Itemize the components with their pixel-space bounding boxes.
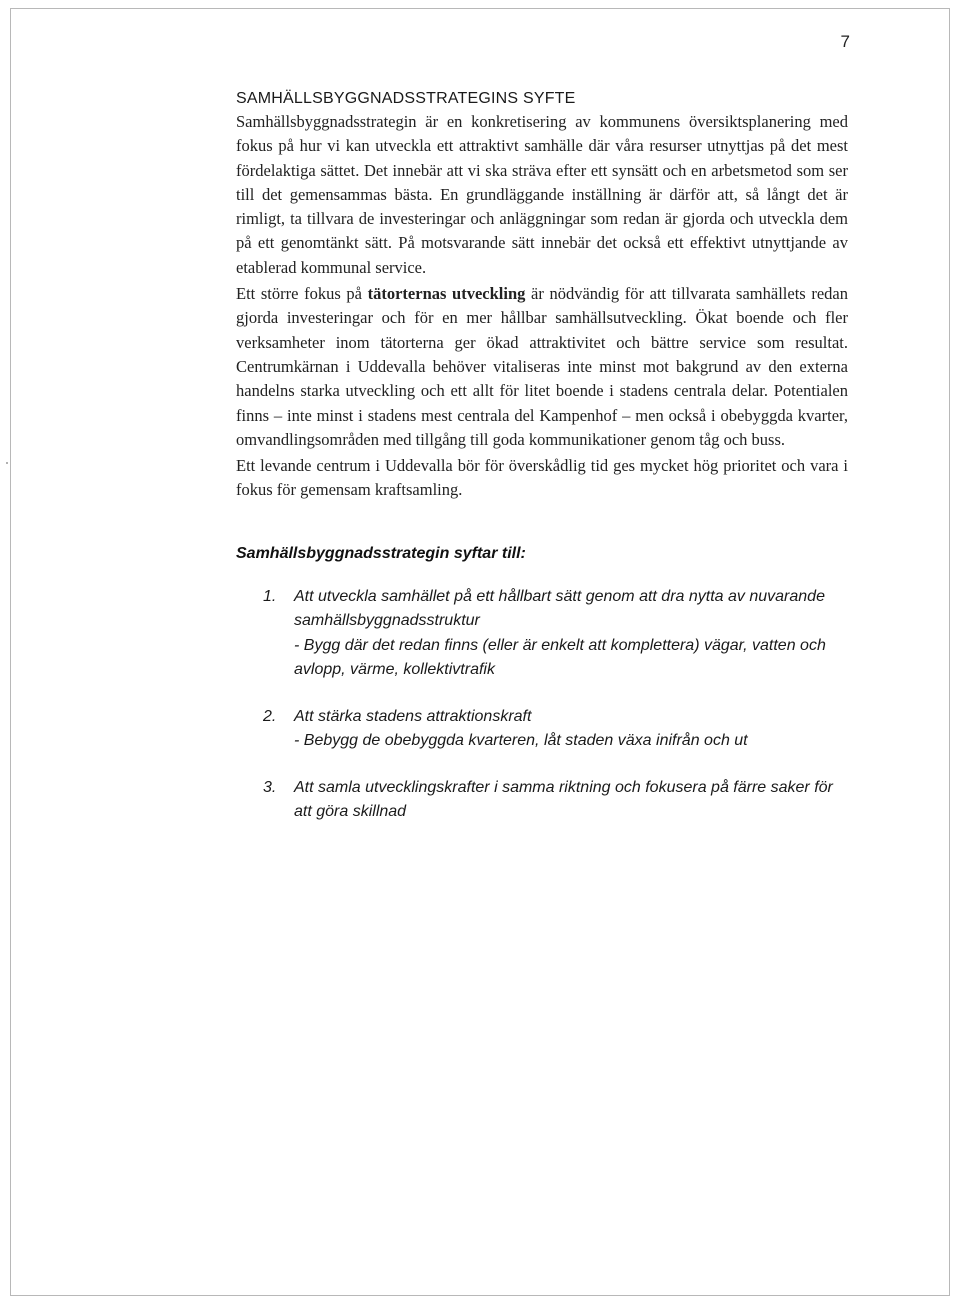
paragraph-tatorter: [236, 282, 848, 452]
emphasis-tatorternas-utveckling: tätorternas utveckling: [367, 284, 526, 304]
page-number: 7: [840, 32, 850, 51]
goal-text: Att utveckla samhället på ett hållbart sätt genom att dra nytta av nuvarande samhällsbyggnadsstruktur: [294, 587, 825, 630]
paragraph-intro: Samhällsbyggnadsstrategin är en konkretisering av kommunens översiktsplanering med fokus på hur vi kan utveckla ett attraktivt samhälle där våra resurser utnyttjas på det mest fördelaktiga sättet. Det innebär att vi ska sträva efter ett synsätt och en arbetsmetod som ser till det gemensammas bästa. En grundläggande inställning är därför att, så långt det är rimligt, ta tillvara de investeringar och anläggningar som redan är gjorda och utveckla dem på ett genomtänkt sätt. På motsvarande sätt innebär det också ett effektivt utnyttjande av etablerad kommunal service.: [236, 112, 848, 277]
paragraph-tatorter-rest: är nödvändig för att tillvarata samhällets redan gjorda investeringar och för en mer hållbar samhällsutveckling. Ökat boende och fler verksamheter inom tätorterna ger ökad attraktivitet och bättre service som resultat. Centrumkärnan i Uddevalla behöver vitaliseras inte minst mot bakgrund av den externa handelns starka utveckling och ett allt för litet boende i stadens centrala delar. Potentialen finns – inte minst i stadens mest centrala del Kampenhof – men också i obebyggda kvarter, omvandlingsområden med tillgång till goda kommunikationer genom tåg och buss.: [236, 284, 848, 449]
scan-speck: [6, 462, 8, 464]
goal-item: [236, 585, 848, 683]
goal-item: [236, 705, 848, 754]
goal-subtext: - Bygg där det redan finns (eller är enkelt att komplettera) vägar, vatten och avlopp, värme, kollektivtrafik: [294, 636, 826, 679]
paragraph-centrum: Ett levande centrum i Uddevalla bör för överskådlig tid ges mycket hög prioritet och vara i fokus för gemensam kraftsamling.: [236, 456, 848, 500]
goal-item: [236, 776, 848, 825]
goal-number: 2.: [263, 707, 277, 725]
goals-heading: Samhällsbyggnadsstrategin syftar till:: [236, 544, 526, 562]
goal-number: 1.: [263, 587, 277, 605]
goal-subtext: - Bebygg de obebyggda kvarteren, låt staden växa inifrån och ut: [294, 732, 748, 750]
paragraph-tatorter-start: Ett större fokus på: [236, 284, 368, 304]
goal-number: 3.: [263, 778, 277, 796]
section-heading: SAMHÄLLSBYGGNADSSTRATEGINS SYFTE: [236, 90, 576, 107]
goal-text: Att stärka stadens attraktionskraft: [294, 707, 532, 725]
document-body: [236, 90, 848, 847]
goal-text: Att samla utvecklingskrafter i samma riktning och fokusera på färre saker för att göra skillnad: [294, 778, 833, 821]
goals-list: [236, 585, 848, 825]
